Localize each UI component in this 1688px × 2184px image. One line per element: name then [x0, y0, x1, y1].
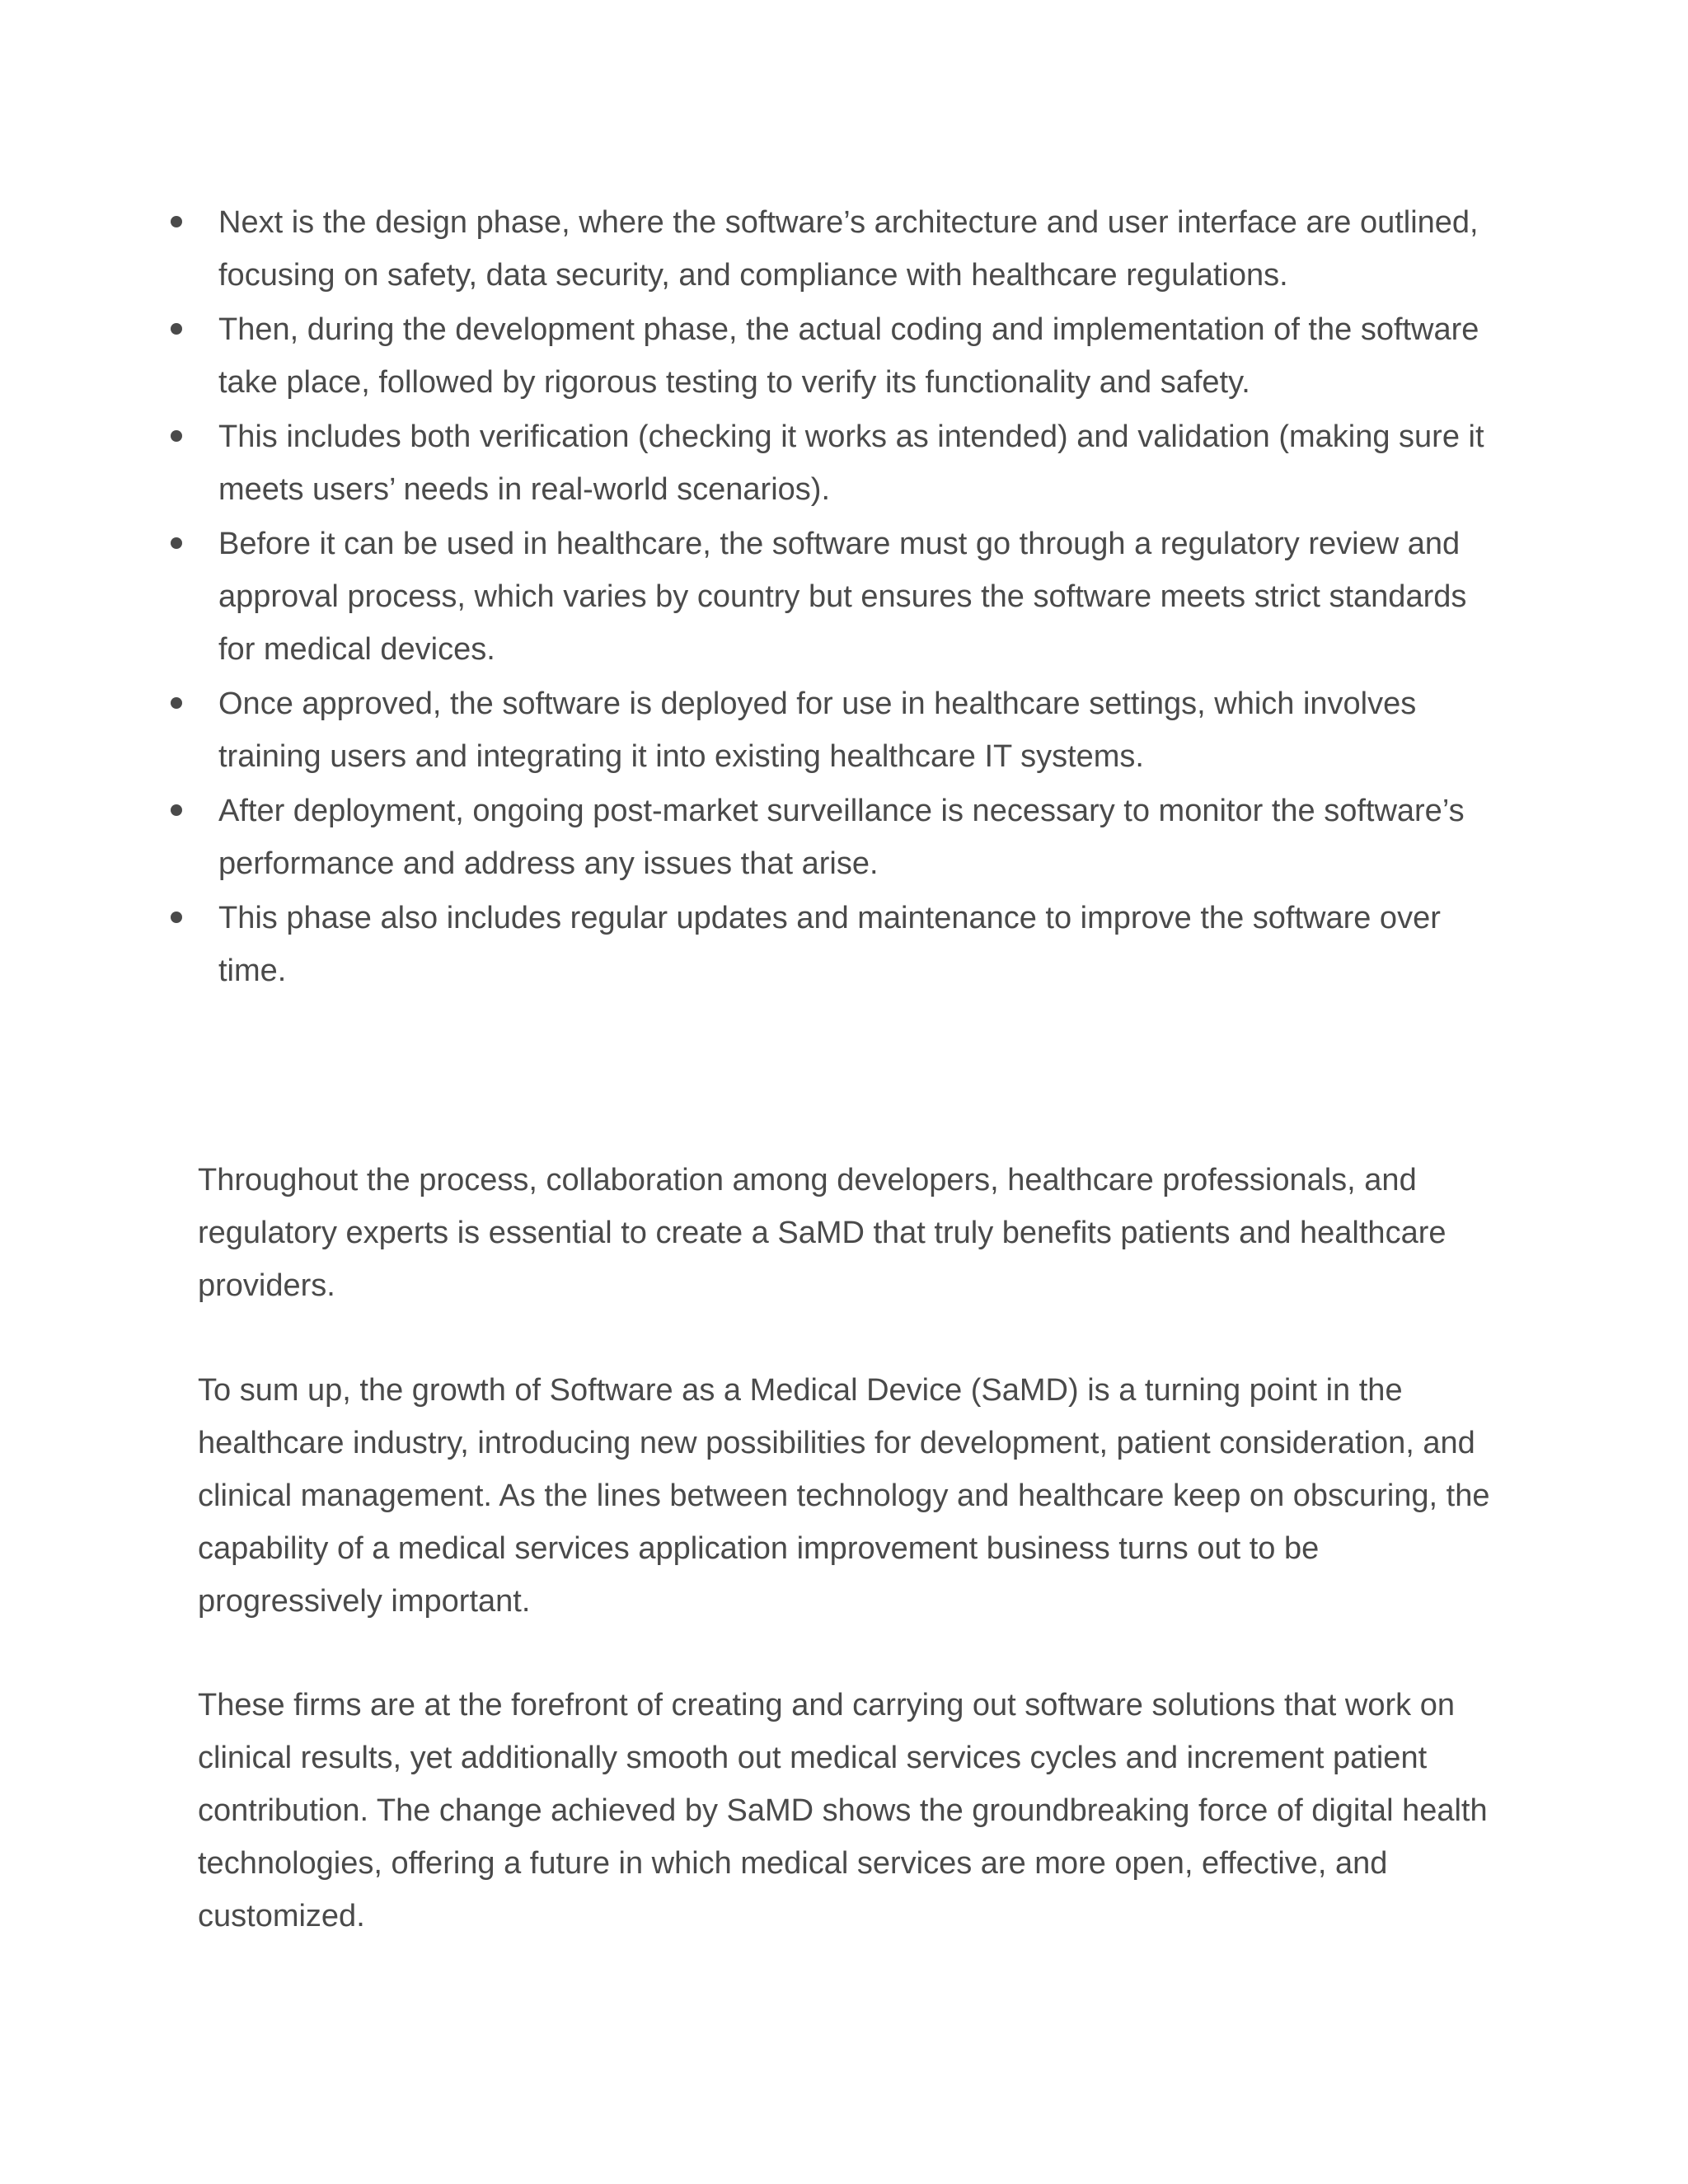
bullet-icon [171, 804, 182, 816]
list-item-text: Before it can be used in healthcare, the software must go through a regulatory review and approval process, which varies by country but ensures the software meets strict standards for medical devices. [218, 527, 1467, 667]
paragraph-collaboration: Throughout the process, collaboration among developers, healthcare professionals, and regulatory experts is essential to create a SaMD that truly benefits patients and healthcare providers. [198, 1163, 1447, 1303]
list-item-text: Once approved, the software is deployed for use in healthcare settings, which involves training users and integrating it into existing healthcare IT systems. [218, 687, 1417, 774]
bullet-list [169, 196, 1496, 999]
list-item-text: Next is the design phase, where the software’s architecture and user interface are outlined, focusing on safety, data security, and compliance with healthcare regulations. [218, 205, 1479, 293]
list-item-text: Then, during the development phase, the actual coding and implementation of the software take place, followed by rigorous testing to verify its functionality and safety. [218, 312, 1479, 400]
list-item-text: This includes both verification (checking it works as intended) and validation (making sure it meets users’ needs in real-world scenarios). [218, 419, 1484, 507]
paragraph-firms: These firms are at the forefront of creating and carrying out software solutions that work on clinical results, yet additionally smooth out medical services cycles and increment patient contribution. The change achieved by SaMD shows the groundbreaking force of digital health technologies, offering a future in which medical services are more open, effective, and customized. [198, 1688, 1488, 1933]
list-item [169, 196, 1496, 302]
bullet-icon [171, 697, 182, 709]
list-item-text: This phase also includes regular updates and maintenance to improve the software over time. [218, 901, 1441, 988]
list-item [169, 785, 1496, 890]
list-item [169, 518, 1496, 676]
list-item-text: After deployment, ongoing post-market surveillance is necessary to monitor the software’s performance and address any issues that arise. [218, 794, 1465, 881]
bullet-icon [171, 216, 182, 227]
list-item [169, 410, 1496, 516]
list-item [169, 677, 1496, 783]
list-item [169, 892, 1496, 997]
bullet-icon [171, 537, 182, 549]
list-item [169, 303, 1496, 409]
paragraph-summary: To sum up, the growth of Software as a Medical Device (SaMD) is a turning point in the healthcare industry, introducing new possibilities for development, patient consideration, and clinical management. As the lines between technology and healthcare keep on obscuring, the capability of a medical services application improvement business turns out to be progressively important. [198, 1373, 1490, 1619]
bullet-icon [171, 430, 182, 442]
bullet-icon [171, 912, 182, 923]
bullet-icon [171, 323, 182, 335]
